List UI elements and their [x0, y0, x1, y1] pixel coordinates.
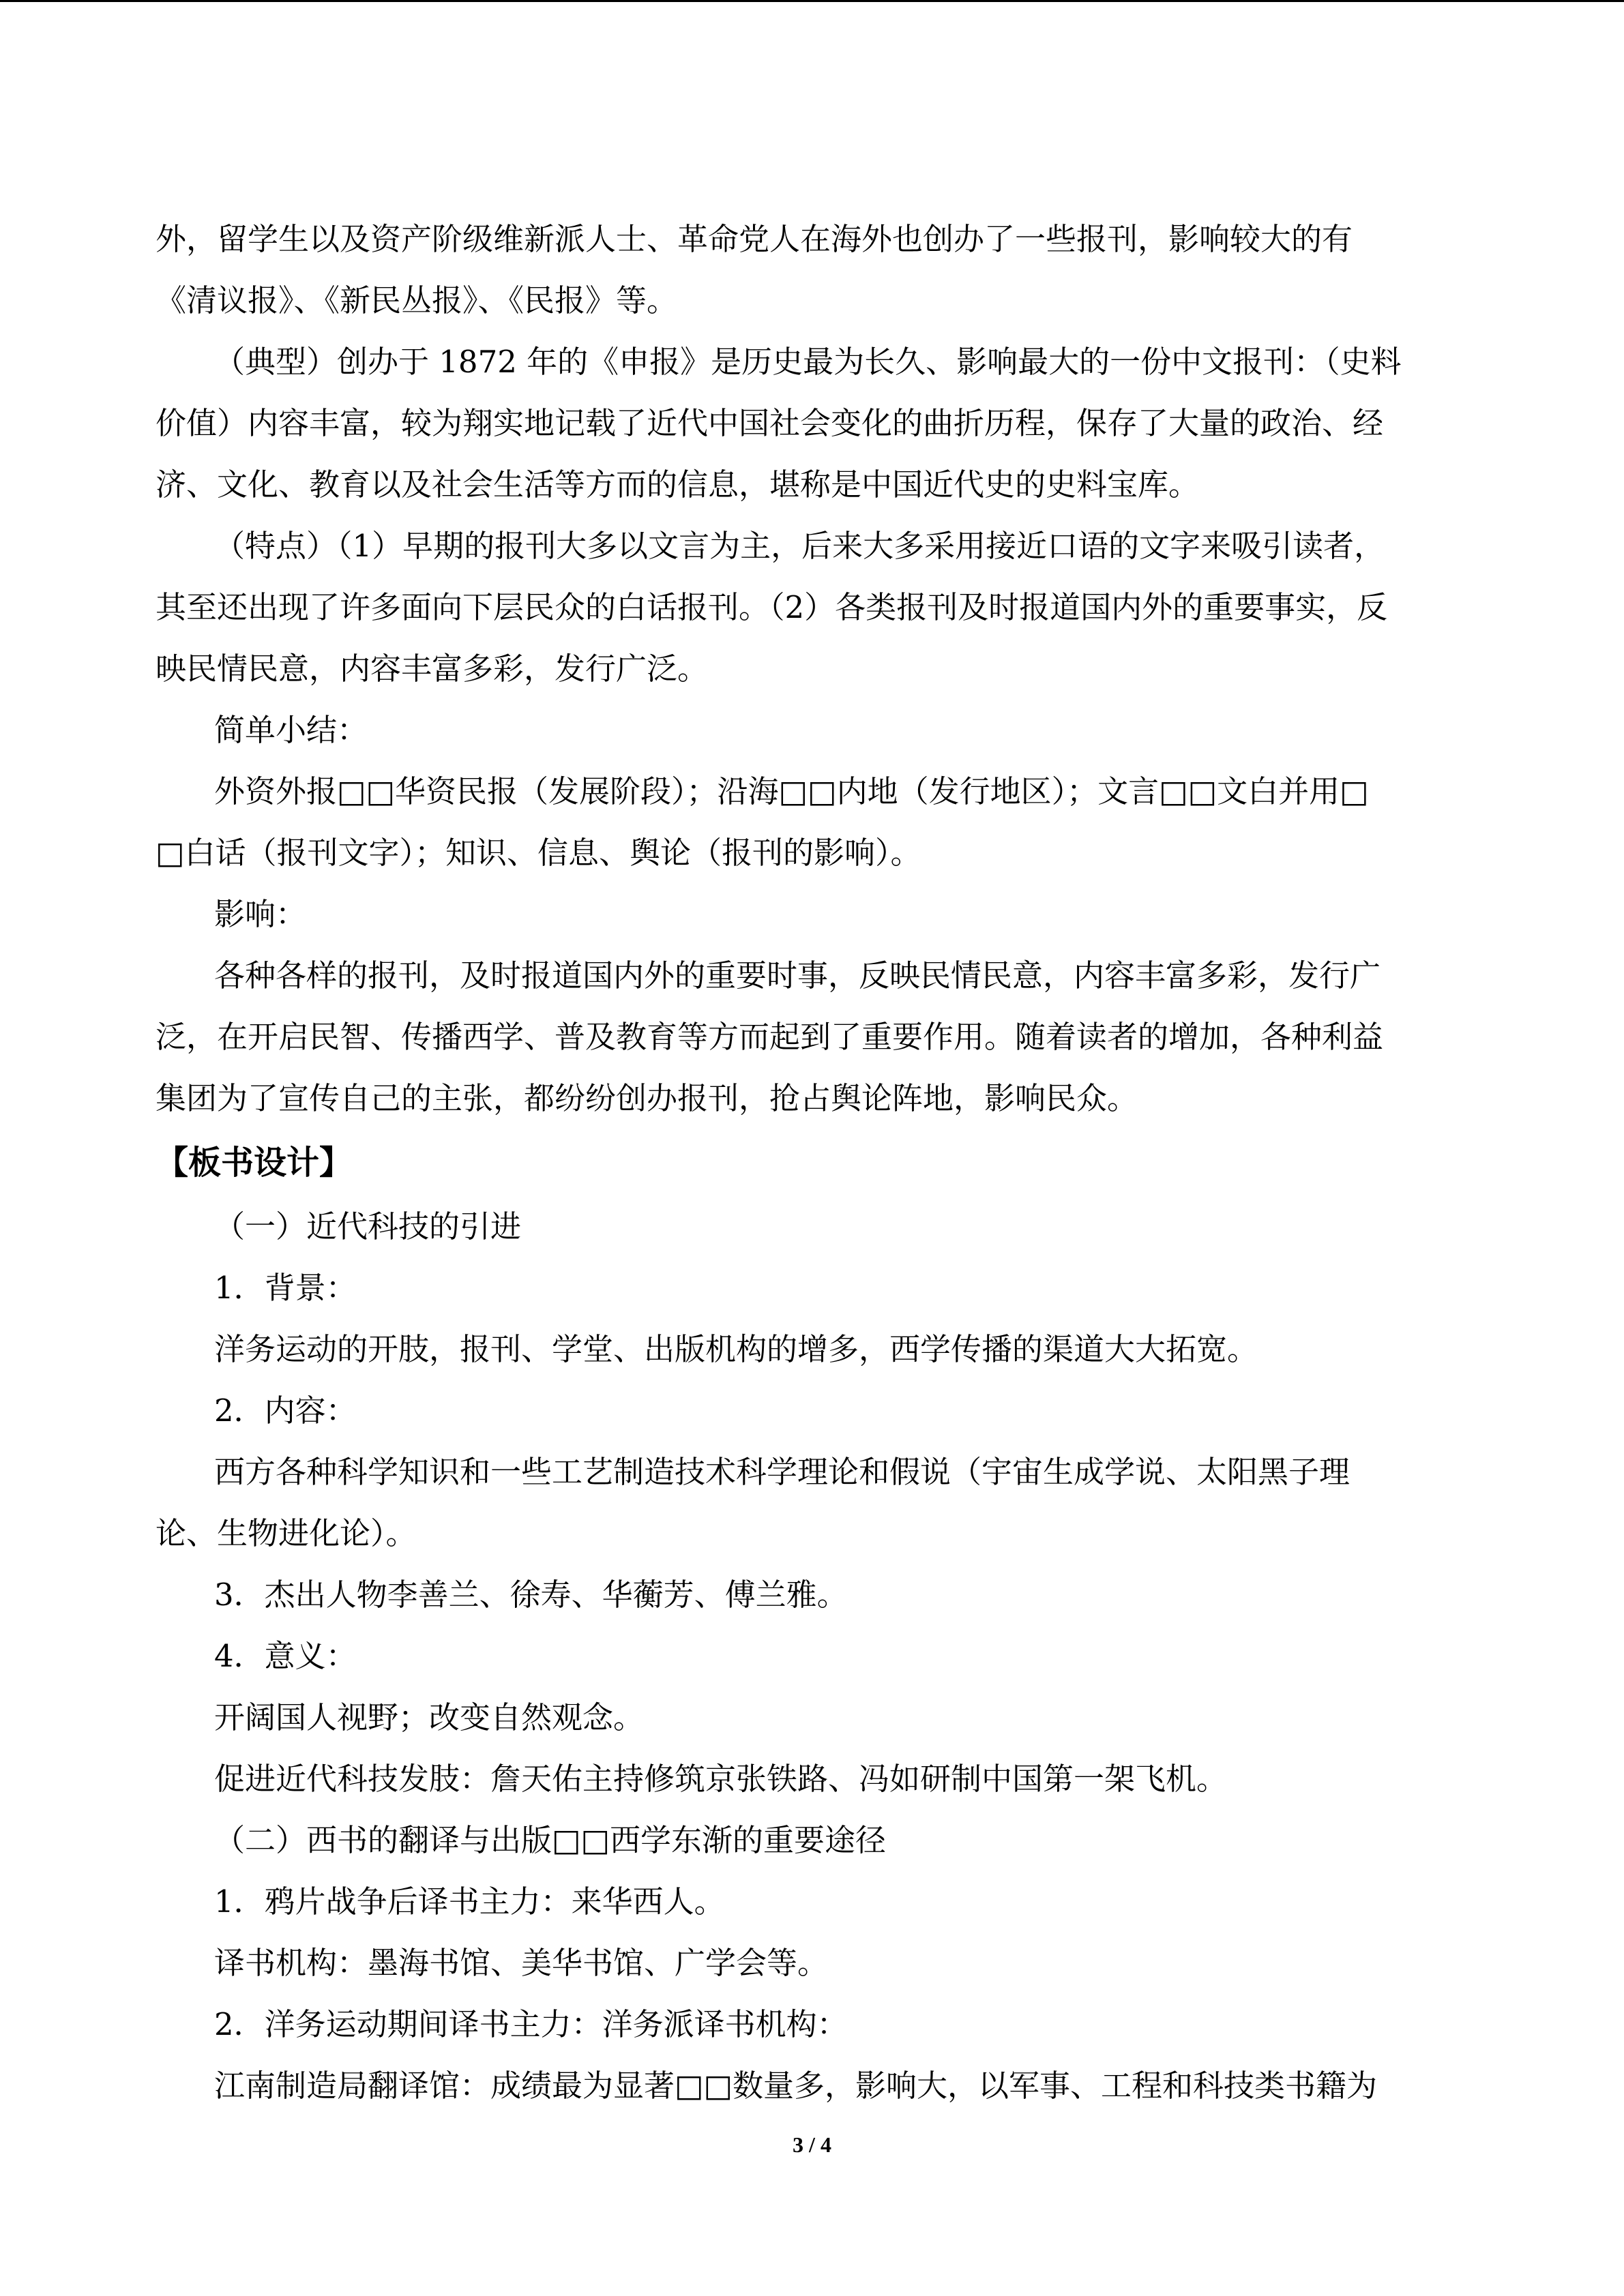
text-line: 济、文化、教育以及社会生活等方而的信息，堪称是中国近代史的史料宝库。 — [156, 466, 1200, 503]
board-line: （一）近代科技的引进 — [214, 1208, 522, 1244]
text-line: （特点）（1）早期的报刊大多以文言为主，后来大多采用接近口语的文字来吸引读者， — [214, 528, 1385, 564]
text-line: 其至还出现了许多面向下层民众的白话报刊。（2）各类报刊及时报道国内外的重要事实，反 — [156, 589, 1388, 625]
board-line: 2．洋务运动期间译书主力：洋务派译书机构： — [214, 2006, 848, 2042]
board-line: 2．内容： — [214, 1392, 357, 1429]
board-line: 促进近代科技发肢：詹天佑主持修筑京张铁路、冯如研制中国第一架飞机。 — [214, 1761, 1228, 1797]
text-line: 映民情民意，内容丰富多彩，发行广泛。 — [156, 651, 709, 687]
text-line: 外资外报□□华资民报（发展阶段）；沿海□□内地（发行地区）；文言□□文白并用□ — [214, 773, 1369, 809]
board-line: 西方各种科学知识和一些工艺制造技术科学理论和假说（宇宙生成学说、太阳黑子理 — [214, 1454, 1350, 1490]
text-line: 简单小结： — [214, 712, 368, 748]
text-line: 泛，在开启民智、传播西学、普及教育等方而起到了重要作用。随着读者的增加，各种利益 — [156, 1019, 1384, 1055]
text-line: 价值）内容丰富，较为翔实地记载了近代中国社会变化的曲折历程，保存了大量的政治、经 — [156, 405, 1384, 441]
text-line: 各种各样的报刊，及时报道国内外的重要时事，反映民情民意，内容丰富多彩，发行广 — [214, 957, 1381, 994]
board-line: （二）西书的翻译与出版□□西学东渐的重要途径 — [214, 1822, 887, 1858]
board-line: 4．意义： — [214, 1638, 357, 1674]
board-line: 1．鸦片战争后译书主力：来华西人。 — [214, 1883, 725, 1920]
board-line: 洋务运动的开肢，报刊、学堂、出版机构的增多，西学传播的渠道大大拓宽。 — [214, 1331, 1258, 1367]
text-line: 外，留学生以及资产阶级维新派人士、革命党人在海外也创办了一些报刊，影响较大的有 — [156, 221, 1353, 257]
section-heading: 【板书设计】 — [156, 1144, 353, 1182]
board-line: 译书机构：墨海书馆、美华书馆、广学会等。 — [214, 1945, 829, 1981]
text-line: □白话（报刊文字）；知识、信息、舆论（报刊的影响）。 — [156, 835, 921, 871]
text-line: 集团为了宣传自己的主张，都纷纷创办报刊，抢占舆论阵地，影响民众。 — [156, 1080, 1138, 1116]
document-body — [156, 209, 1468, 2117]
board-line: 开阔国人视野；改变自然观念。 — [214, 1699, 645, 1735]
board-line: 1．背景： — [214, 1270, 357, 1306]
text-line: 《清议报》、《新民丛报》、《民报》等。 — [156, 282, 678, 318]
board-line: 3．杰出人物李善兰、徐寿、华蘅芳、傅兰雅。 — [214, 1577, 848, 1613]
top-border-line — [0, 0, 1624, 2]
board-line: 论、生物进化论）。 — [156, 1515, 417, 1551]
page-number: 3 / 4 — [793, 2132, 831, 2157]
text-line: （典型）创办于 1872 年的《申报》是历史最为长久、影响最大的一份中文报刊：（史料 — [214, 344, 1402, 380]
board-line: 江南制造局翻译馆：成绩最为显著□□数量多，影响大，以军事、工程和科技类书籍为 — [214, 2068, 1378, 2104]
text-line: 影响： — [214, 896, 307, 932]
